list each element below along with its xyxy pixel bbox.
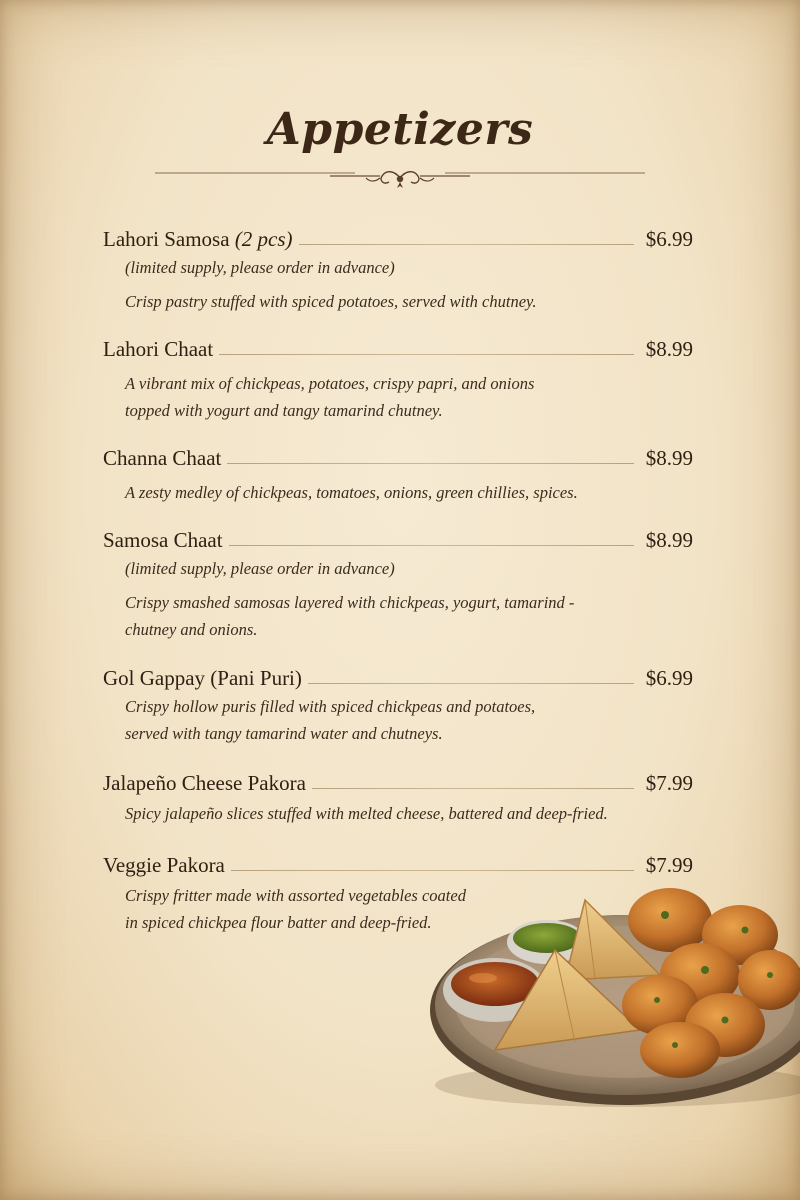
item-header (103, 661, 693, 691)
item-description: Spicy jalapeño slices stuffed with melted cheese, battered and deep-fried. (125, 804, 608, 823)
item-name-suffix: (2 pcs) (234, 227, 293, 251)
item-price: $6.99 (645, 666, 693, 690)
menu-item (103, 332, 693, 424)
item-header (103, 523, 693, 553)
description-line: Crispy hollow puris filled with spiced chickpeas and potatoes, (125, 697, 536, 716)
item-name: Veggie Pakora (103, 853, 225, 877)
item-header (103, 332, 693, 362)
menu-item (103, 523, 693, 643)
item-name: Jalapeño Cheese Pakora (103, 771, 306, 795)
item-description (125, 370, 693, 424)
item-description (125, 589, 693, 643)
item-name: Samosa Chaat (103, 528, 223, 552)
item-name: Lahori Chaat (103, 337, 214, 361)
dot-leader (299, 244, 634, 245)
item-note: (limited supply, please order in advance) (125, 559, 395, 578)
description-line: topped with yogurt and tangy tamarind chutney. (125, 401, 443, 420)
description-line: A vibrant mix of chickpeas, potatoes, crispy papri, and onions (125, 374, 535, 393)
description-line: Crispy smashed samosas layered with chickpeas, yogurt, tamarind - (125, 593, 575, 612)
description-line: chutney and onions. (125, 620, 258, 639)
dot-leader (227, 463, 633, 464)
item-header (103, 766, 693, 796)
menu-item (103, 222, 693, 315)
item-name: Lahori Samosa (2 pcs) (103, 227, 293, 251)
item-price: $6.99 (645, 227, 693, 251)
item-header (103, 222, 693, 252)
dot-leader (308, 683, 634, 684)
description-line: in spiced chickpea flour batter and deep-fried. (125, 913, 432, 932)
item-name: Channa Chaat (103, 446, 222, 470)
dot-leader (219, 354, 634, 355)
menu-item (103, 441, 693, 506)
ornamental-divider (155, 166, 645, 190)
item-header (103, 441, 693, 471)
item-description: A zesty medley of chickpeas, tomatoes, onions, green chillies, spices. (125, 483, 578, 502)
item-name: Gol Gappay (Pani Puri) (103, 666, 302, 690)
item-price: $8.99 (645, 446, 693, 470)
dot-leader (229, 545, 634, 546)
description-line: Crispy fritter made with assorted vegetables coated (125, 886, 466, 905)
dot-leader (231, 870, 634, 871)
item-price: $7.99 (645, 771, 693, 795)
item-description: Crisp pastry stuffed with spiced potatoes, served with chutney. (125, 292, 537, 311)
item-description (125, 693, 693, 747)
menu-item (103, 661, 693, 747)
item-price: $8.99 (645, 528, 693, 552)
item-header (103, 848, 693, 878)
menu-item (103, 766, 693, 827)
dot-leader (312, 788, 634, 789)
item-price: $8.99 (645, 337, 693, 361)
item-note: (limited supply, please order in advance) (125, 258, 395, 277)
appetizer-platter-image (425, 880, 800, 1110)
menu-title: Appetizers (266, 104, 534, 155)
item-price: $7.99 (645, 853, 693, 877)
description-line: served with tangy tamarind water and chutneys. (125, 724, 443, 743)
